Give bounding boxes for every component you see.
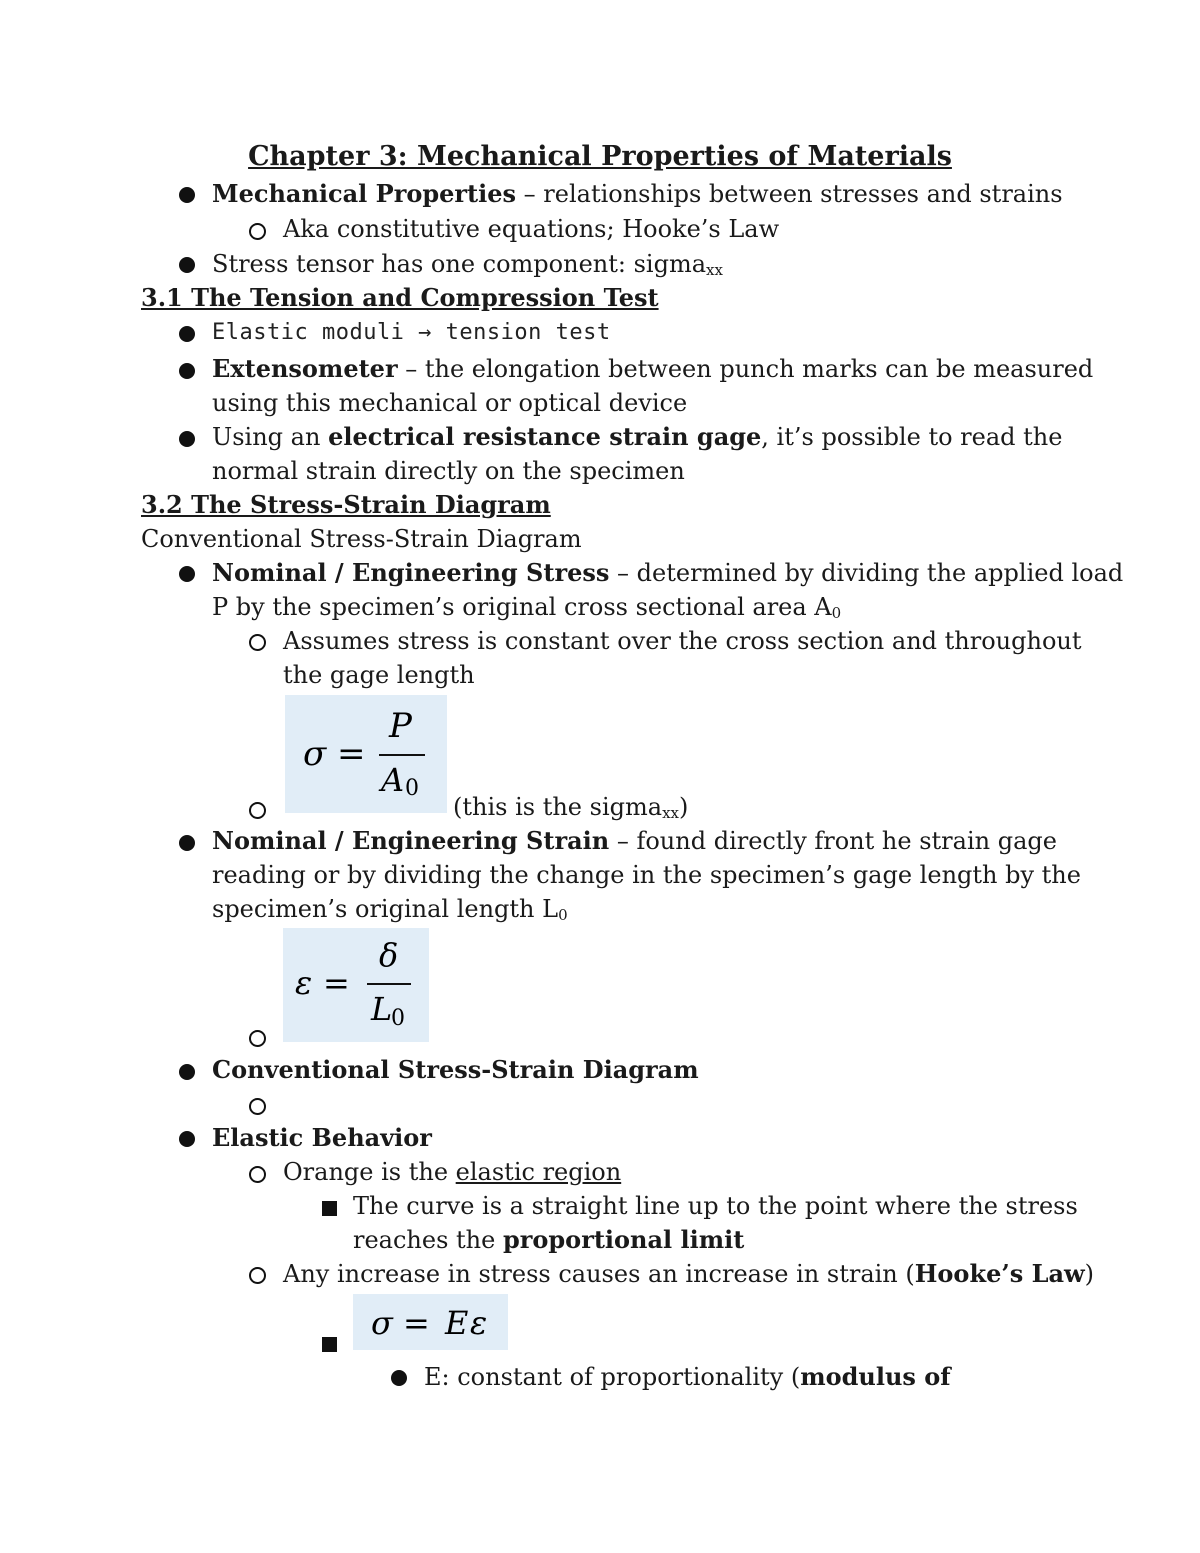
list-item-continuation: using this mechanical or optical device: [212, 389, 688, 417]
list-item: Stress tensor has one component: sigma$_{xx}$: [212, 250, 723, 279]
stress-equation-svg: [285, 695, 447, 813]
list-item: Extensometer – the elongation between punch marks can be measured: [212, 354, 1094, 383]
list-item: E: constant of proportionality (modulus of: [424, 1362, 951, 1391]
square-bullet-icon: [322, 1201, 337, 1216]
bullet-icon: [391, 1370, 407, 1386]
list-item: Mechanical Properties – relationships between stresses and strains: [212, 179, 1063, 208]
circle-bullet-icon: [249, 1267, 266, 1284]
bullet-icon: [179, 835, 195, 851]
eq-rhs-strain: ε: [470, 1304, 488, 1342]
bullet-icon: [179, 431, 195, 447]
circle-bullet-icon: [249, 1166, 266, 1183]
circle-bullet-icon: [249, 802, 266, 819]
list-item: Aka constitutive equations; Hooke’s Law: [283, 215, 780, 243]
eq-lhs: ε: [295, 964, 313, 1002]
eq-lhs: σ: [371, 1304, 393, 1342]
list-item: Elastic moduli → tension test: [212, 320, 611, 345]
list-item: Nominal / Engineering Stress – determined by dividing the applied load: [212, 558, 1124, 587]
circle-bullet-icon: [249, 1030, 266, 1047]
eq-denominator: L: [371, 990, 393, 1028]
eq-rhs-modulus: E: [445, 1304, 469, 1342]
eq-denominator: A: [381, 761, 405, 799]
equation-note: (this is the sigma$_{xx}$): [453, 793, 689, 822]
list-item: Elastic Behavior: [212, 1123, 432, 1152]
list-item-continuation: normal strain directly on the specimen: [212, 457, 685, 485]
eq-equals: =: [403, 1304, 430, 1342]
list-item-continuation: reaches the proportional limit: [353, 1225, 745, 1254]
list-item: Orange is the elastic region: [283, 1158, 622, 1186]
subheading: Conventional Stress-Strain Diagram: [141, 525, 582, 553]
section-heading: 3.1 The Tension and Compression Test: [141, 283, 659, 312]
stress-equation: [285, 695, 447, 813]
list-item: Nominal / Engineering Strain – found directly front he strain gage: [212, 826, 1057, 855]
bullet-icon: [179, 257, 195, 273]
bullet-icon: [179, 566, 195, 582]
list-item: Assumes stress is constant over the cross section and throughout: [283, 627, 1082, 655]
eq-lhs: σ: [303, 734, 327, 774]
strain-equation-svg: [283, 928, 429, 1042]
list-item: Using an electrical resistance strain gage, it’s possible to read the: [212, 422, 1063, 451]
eq-denominator-sub: 0: [405, 776, 419, 801]
bullet-icon: [179, 363, 195, 379]
list-item: Any increase in stress causes an increase in strain (Hooke’s Law): [283, 1259, 1095, 1288]
eq-equals: =: [323, 964, 350, 1002]
circle-bullet-icon: [249, 634, 266, 651]
list-item: Conventional Stress-Strain Diagram: [212, 1055, 699, 1084]
bullet-icon: [179, 1064, 195, 1080]
list-item: The curve is a straight line up to the point where the stress: [353, 1192, 1078, 1220]
circle-bullet-icon: [249, 1098, 266, 1115]
hooke-equation: [353, 1294, 508, 1350]
list-item-continuation: P by the specimen’s original cross sectional area $A_0$: [212, 593, 842, 622]
bullet-icon: [179, 1131, 195, 1147]
eq-numerator: P: [389, 706, 412, 746]
circle-bullet-icon: [249, 223, 266, 240]
bullet-icon: [179, 326, 195, 342]
section-heading: 3.2 The Stress-Strain Diagram: [141, 490, 551, 519]
hooke-equation-svg: [353, 1294, 508, 1350]
list-item-continuation: the gage length: [283, 661, 475, 689]
list-item-continuation: reading or by dividing the change in the specimen’s gage length by the: [212, 861, 1081, 889]
eq-numerator: δ: [379, 936, 399, 974]
page-title: Chapter 3: Mechanical Properties of Materials: [248, 141, 952, 172]
eq-denominator-sub: 0: [391, 1006, 405, 1031]
square-bullet-icon: [322, 1337, 337, 1352]
strain-equation: [283, 928, 429, 1042]
eq-equals: =: [337, 734, 366, 774]
list-item-continuation: specimen’s original length $L_0$: [212, 895, 568, 924]
bullet-icon: [179, 187, 195, 203]
